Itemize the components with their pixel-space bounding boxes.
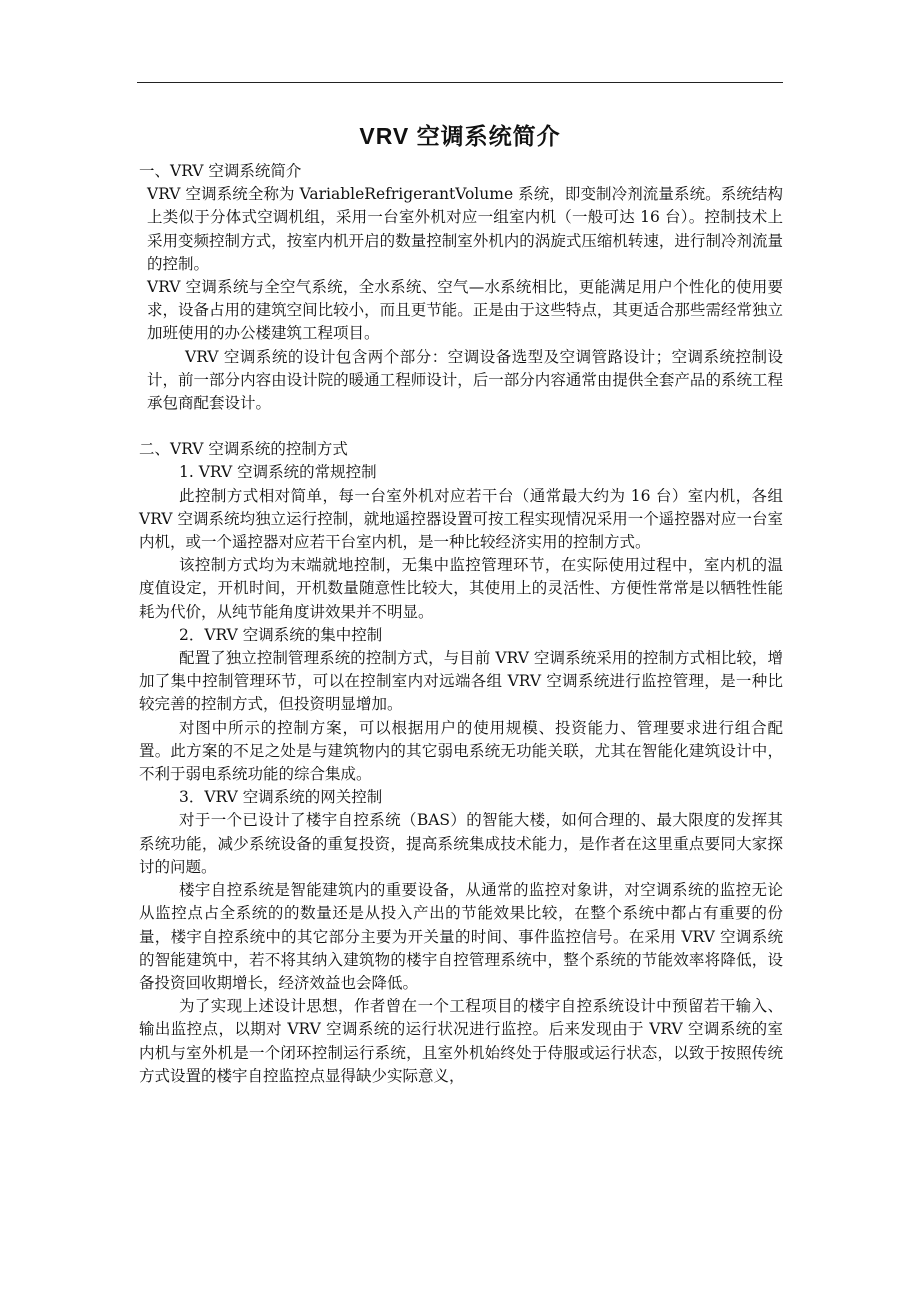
paragraph-spacer	[139, 415, 783, 438]
body-paragraph: 为了实现上述设计思想，作者曾在一个工程项目的楼宇自控系统设计中预留若干输入、输出监控点，以期对 VRV 空调系统的运行状况进行监控。后来发现由于 VRV 空调系统的室内机与室外机是一个闭环控制运行系统，且室外机始终处于侍服或运行状态，以致于按照传统方式设置的楼宇自控监控点显得缺少实际意义，	[139, 997, 783, 1085]
document-body	[139, 160, 783, 1088]
subsection-heading: 2．VRV 空调系统的集中控制	[179, 625, 383, 644]
section-1-paragraph: VRV 空调系统的设计包含两个部分：空调设备选型及空调管路设计；空调系统控制设计，前一部分内容由设计院的暖通工程师设计，后一部分内容通常由提供全套产品的系统工程承包商配套设计。	[147, 347, 783, 413]
section-1-paragraph: VRV 空调系统全称为 VariableRefrigerantVolume 系统，即变制冷剂流量系统。系统结构上类似于分体式空调机组，采用一台室外机对应一组室内机（一般可达 16 台）。控制技术上采用变频控制方式，按室内机开启的数量控制室外机内的涡旋式压缩机转速，进行制冷剂流量的控制。	[147, 185, 783, 273]
section-2-heading: 二、VRV 空调系统的控制方式	[139, 440, 348, 459]
body-paragraph: 此控制方式相对简单，每一台室外机对应若干台（通常最大约为 16 台）室内机，各组 VRV 空调系统均独立运行控制，就地遥控器设置可按工程实现情况采用一个遥控器对应一台室内机，或一个遥控器对应若干台室内机，是一种比较经济实用的控制方式。	[139, 486, 783, 552]
subsection-heading: 1. VRV 空调系统的常规控制	[179, 463, 377, 482]
body-paragraph: 对图中所示的控制方案，可以根据用户的使用规模、投资能力、管理要求进行组合配置。此方案的不足之处是与建筑物内的其它弱电系统无功能关联，尤其在智能化建筑设计中，不利于弱电系统功能的综合集成。	[139, 718, 783, 784]
section-1-heading: 一、VRV 空调系统简介	[139, 162, 302, 180]
section-1-paragraph: VRV 空调系统与全空气系统，全水系统、空气—水系统相比，更能满足用户个性化的使用要求，设备占用的建筑空间比较小，而且更节能。正是由于这些特点，其更适合那些需经常独立加班使用的办公楼建筑工程项目。	[147, 278, 783, 343]
body-paragraph: 配置了独立控制管理系统的控制方式，与目前 VRV 空调系统采用的控制方式相比较，增加了集中控制管理环节，可以在控制室内对远端各组 VRV 空调系统进行监控管理，是一种比较完善的控制方式，但投资明显增加。	[139, 649, 783, 714]
body-paragraph: 楼宇自控系统是智能建筑内的重要设备，从通常的监控对象讲，对空调系统的监控无论从监控点占全系统的的数量还是从投入产出的节能效果比较，在整个系统中都占有重要的份量，楼宇自控系统中的其它部分主要为开关量的时间、事件监控信号。在采用 VRV 空调系统的智能建筑中，若不将其纳入建筑物的楼宇自控管理系统中，整个系统的节能效率将降低，设备投资回收期增长，经济效益也会降低。	[139, 881, 783, 992]
header-rule	[137, 82, 783, 83]
document-title: VRV 空调系统简介	[359, 123, 561, 149]
subsection-heading: 3．VRV 空调系统的网关控制	[179, 788, 383, 807]
body-paragraph: 该控制方式均为末端就地控制，无集中监控管理环节，在实际使用过程中，室内机的温度值设定，开机时间，开机数量随意性比较大，其使用上的灵活性、方便性常常是以牺牲性能耗为代价，从纯节能角度讲效果并不明显。	[139, 556, 783, 621]
body-paragraph: 对于一个已设计了楼宇自控系统（BAS）的智能大楼，如何合理的、最大限度的发挥其系统功能，减少系统设备的重复投资，提高系统集成技术能力，是作者在这里重点要同大家探讨的问题。	[139, 811, 783, 876]
